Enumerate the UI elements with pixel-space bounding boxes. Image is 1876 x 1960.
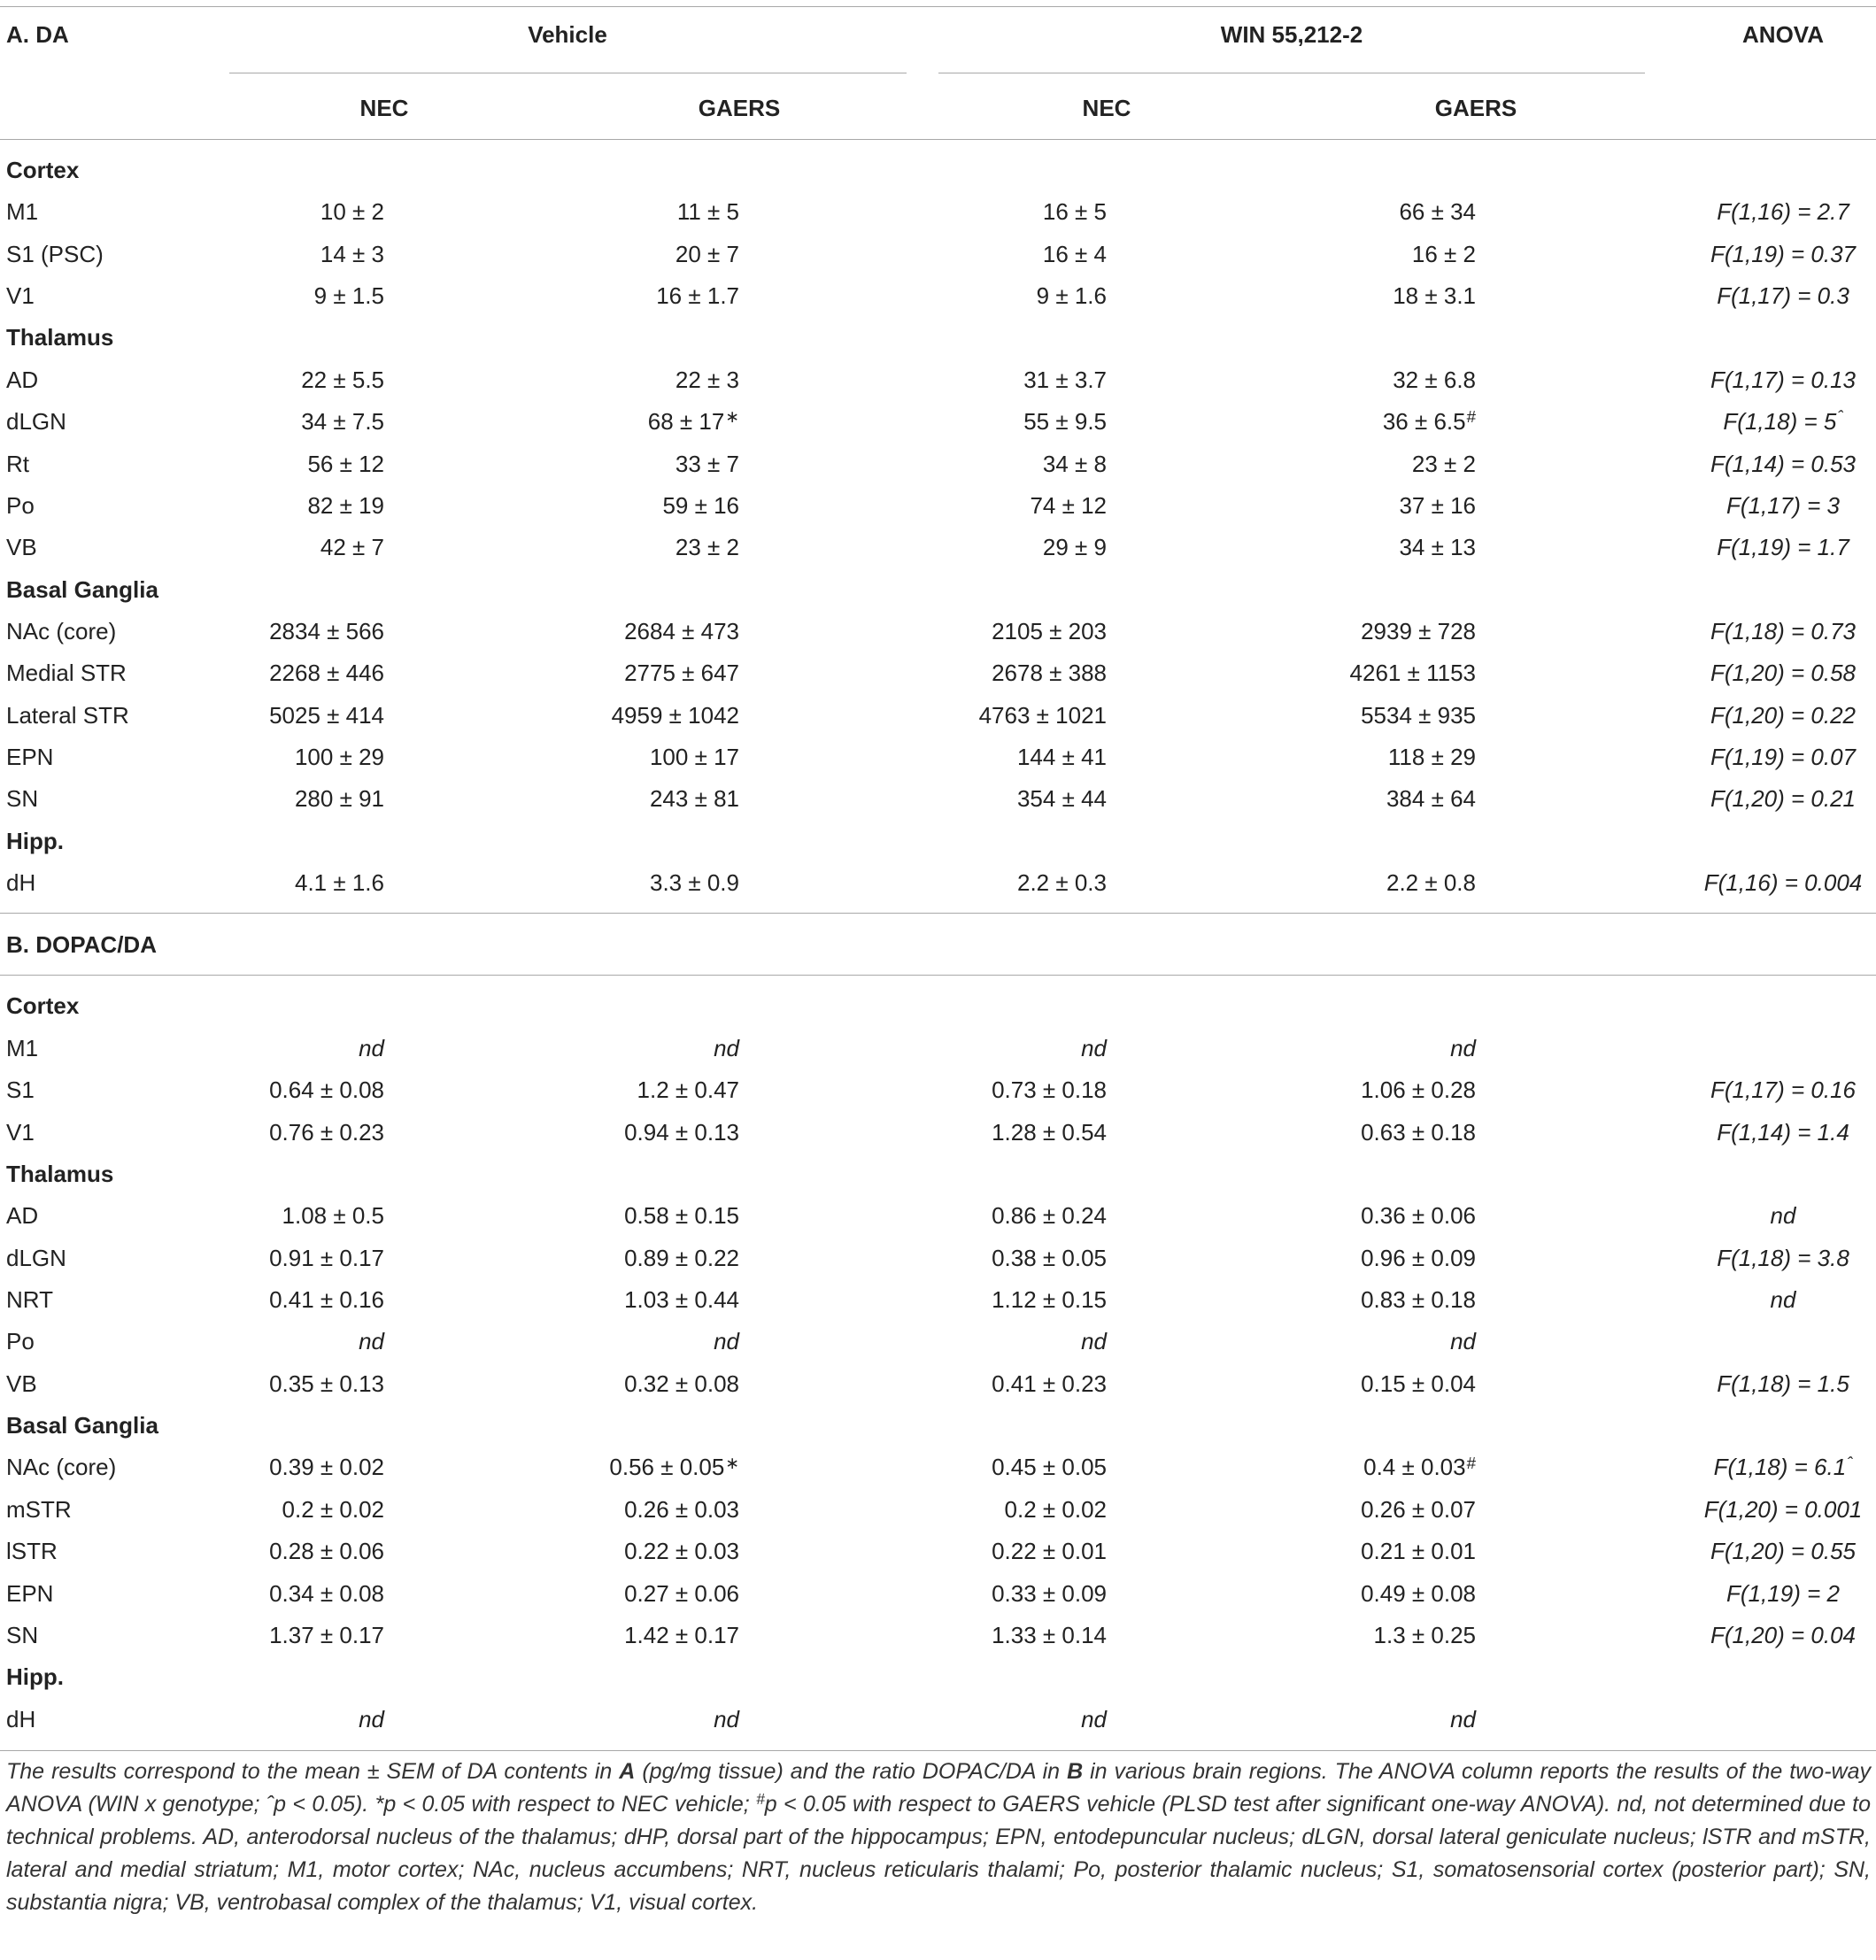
value-vehicle-nec: 1.08 ± 0.5 <box>282 1202 384 1230</box>
value-vehicle-nec: 82 ± 19 <box>307 491 384 519</box>
table-row <box>0 1112 1876 1154</box>
table-footnote <box>0 1756 1876 1919</box>
value-win-nec: 29 ± 9 <box>1042 534 1107 561</box>
table-row <box>0 1573 1876 1615</box>
value-win-nec: 0.2 ± 0.02 <box>1004 1495 1107 1523</box>
value-win-gaers: 66 ± 34 <box>1399 198 1476 226</box>
value-vehicle-gaers: 0.58 ± 0.15 <box>624 1202 739 1230</box>
value-vehicle-nec: 280 ± 91 <box>294 785 384 813</box>
region-label: mSTR <box>6 1495 72 1523</box>
win-nec-header: NEC <box>1082 95 1131 121</box>
value-vehicle-gaers: 243 ± 81 <box>649 785 739 813</box>
value-vehicle-gaers: nd <box>714 1705 739 1732</box>
value-win-nec: 9 ± 1.6 <box>1036 282 1107 310</box>
footnote-bold-a: A <box>619 1758 636 1784</box>
table-row <box>0 1195 1876 1237</box>
region-label: V1 <box>6 282 35 310</box>
value-win-gaers: 18 ± 3.1 <box>1393 282 1476 310</box>
region-label: NRT <box>6 1285 53 1313</box>
anova-value: F(1,14) = 1.4 <box>1717 1118 1849 1146</box>
value-win-nec: 354 ± 44 <box>1016 785 1107 813</box>
value-vehicle-nec: 5025 ± 414 <box>269 701 384 729</box>
value-win-nec: 55 ± 9.5 <box>1023 408 1107 436</box>
anova-value <box>1714 1447 1853 1490</box>
value-vehicle-nec: 0.35 ± 0.13 <box>269 1370 384 1397</box>
value-vehicle-nec: 10 ± 2 <box>320 198 384 226</box>
value-win-gaers: nd <box>1450 1328 1476 1355</box>
table-row <box>0 401 1876 443</box>
value-vehicle-nec: 0.76 ± 0.23 <box>269 1118 384 1146</box>
value-win-gaers: 0.49 ± 0.08 <box>1361 1579 1476 1607</box>
value-vehicle-nec: 34 ± 7.5 <box>301 408 384 436</box>
value-win-gaers-text: 0.4 ± 0.03 <box>1363 1454 1466 1481</box>
value-vehicle-gaers: nd <box>714 1034 739 1061</box>
value-win-gaers-mark: # <box>1466 407 1476 427</box>
group-header-row <box>0 985 1876 1027</box>
section-a-title: A. DA <box>6 21 69 48</box>
table-row <box>0 737 1876 778</box>
header-row-genotypes <box>0 73 1876 140</box>
value-win-nec: 16 ± 4 <box>1042 240 1107 267</box>
anova-value: nd <box>1770 1285 1796 1313</box>
value-vehicle-gaers: 0.89 ± 0.22 <box>624 1244 739 1271</box>
region-label: M1 <box>6 198 39 226</box>
value-win-gaers: 0.21 ± 0.01 <box>1361 1538 1476 1565</box>
value-vehicle-gaers-text: 0.56 ± 0.05 <box>609 1454 725 1481</box>
region-label: AD <box>6 1202 39 1230</box>
anova-value: F(1,18) = 1.5 <box>1717 1370 1849 1397</box>
vehicle-nec-header: NEC <box>359 95 409 121</box>
region-label: NAc (core) <box>6 1454 117 1481</box>
value-vehicle-gaers: 4959 ± 1042 <box>611 701 739 729</box>
group-header-row <box>0 1656 1876 1698</box>
value-win-gaers: 0.36 ± 0.06 <box>1361 1202 1476 1230</box>
region-label: Medial STR <box>6 660 127 687</box>
value-win-gaers <box>1363 1447 1476 1490</box>
anova-value: F(1,20) = 0.55 <box>1710 1538 1857 1565</box>
value-vehicle-nec: 4.1 ± 1.6 <box>294 869 384 897</box>
value-win-gaers: nd <box>1450 1705 1476 1732</box>
value-vehicle-gaers: 0.26 ± 0.03 <box>624 1495 739 1523</box>
win-group-header: WIN 55,212-2 <box>1220 21 1363 48</box>
anova-value: F(1,17) = 0.13 <box>1710 366 1857 393</box>
region-label: Po <box>6 1328 35 1355</box>
value-win-gaers: 0.63 ± 0.18 <box>1361 1118 1476 1146</box>
value-vehicle-gaers: 16 ± 1.7 <box>656 282 739 310</box>
anova-value: F(1,19) = 1.7 <box>1717 534 1849 561</box>
group-label: Thalamus <box>6 324 114 351</box>
region-label: VB <box>6 534 37 561</box>
group-label: Hipp. <box>6 1663 64 1691</box>
anova-value: F(1,16) = 2.7 <box>1717 198 1849 226</box>
anova-value-mark: ˆ <box>1847 1453 1853 1472</box>
anova-value: F(1,20) = 0.22 <box>1710 701 1857 729</box>
value-win-gaers: 1.06 ± 0.28 <box>1361 1076 1476 1104</box>
value-win-nec: nd <box>1081 1034 1107 1061</box>
value-vehicle-gaers: 2684 ± 473 <box>624 617 739 644</box>
value-win-gaers: 4261 ± 1153 <box>1349 660 1476 687</box>
table-row <box>0 359 1876 401</box>
table-row <box>0 1363 1876 1405</box>
footnote-part-1: The results correspond to the mean ± SEM of DA contents in <box>6 1758 620 1784</box>
value-win-nec: 0.38 ± 0.05 <box>992 1244 1107 1271</box>
table-row <box>0 1531 1876 1572</box>
region-label: V1 <box>6 1118 35 1146</box>
value-win-gaers: 37 ± 16 <box>1399 491 1476 519</box>
footnote-bold-b: B <box>1067 1758 1084 1784</box>
value-win-nec: 1.12 ± 0.15 <box>992 1285 1107 1313</box>
group-label: Thalamus <box>6 1160 114 1187</box>
value-vehicle-nec: 42 ± 7 <box>320 534 384 561</box>
anova-value <box>1723 401 1842 444</box>
anova-value-text: F(1,18) = 6.1 <box>1713 1454 1847 1481</box>
section-b-header-row <box>0 914 1876 976</box>
anova-value: F(1,16) = 0.004 <box>1703 869 1863 897</box>
region-label: Lateral STR <box>6 701 129 729</box>
group-header-row <box>0 569 1876 611</box>
group-label: Hipp. <box>6 827 64 854</box>
value-vehicle-nec: 22 ± 5.5 <box>301 366 384 393</box>
value-vehicle-gaers: 2775 ± 647 <box>624 660 739 687</box>
value-win-nec: 2105 ± 203 <box>992 617 1107 644</box>
section-b-body <box>0 976 1876 1750</box>
value-vehicle-gaers-mark: ∗ <box>725 1453 739 1472</box>
region-label: EPN <box>6 1579 54 1607</box>
region-label: Rt <box>6 450 29 477</box>
table-row <box>0 862 1876 904</box>
value-vehicle-nec: nd <box>359 1328 384 1355</box>
table-row <box>0 527 1876 568</box>
value-vehicle-nec: 14 ± 3 <box>320 240 384 267</box>
section-a-body <box>0 140 1876 914</box>
group-label: Cortex <box>6 157 80 183</box>
value-win-nec: 0.86 ± 0.24 <box>992 1202 1107 1230</box>
region-label: Po <box>6 491 35 519</box>
value-win-nec: 4763 ± 1021 <box>978 701 1107 729</box>
anova-value: F(1,19) = 0.07 <box>1710 744 1857 771</box>
value-vehicle-gaers: 1.2 ± 0.47 <box>637 1076 739 1104</box>
table-row <box>0 695 1876 737</box>
value-win-nec: 74 ± 12 <box>1030 491 1107 519</box>
value-win-nec: nd <box>1081 1705 1107 1732</box>
value-win-gaers-mark: # <box>1466 1453 1476 1472</box>
table-row <box>0 1028 1876 1069</box>
value-vehicle-gaers <box>648 401 739 444</box>
value-vehicle-nec: 1.37 ± 0.17 <box>269 1621 384 1648</box>
value-vehicle-gaers-mark: ∗ <box>725 407 739 427</box>
value-win-gaers: 0.96 ± 0.09 <box>1361 1244 1476 1271</box>
value-vehicle-gaers: nd <box>714 1328 739 1355</box>
win-gaers-header: GAERS <box>1434 95 1517 121</box>
value-vehicle-gaers: 33 ± 7 <box>675 450 739 477</box>
anova-value: F(1,17) = 0.3 <box>1717 282 1849 310</box>
table-row <box>0 1699 1876 1740</box>
anova-value: F(1,19) = 2 <box>1726 1579 1840 1607</box>
anova-value: F(1,20) = 0.001 <box>1703 1495 1863 1523</box>
table-row <box>0 778 1876 820</box>
region-label: dLGN <box>6 1244 66 1271</box>
anova-value-text: F(1,18) = 5 <box>1723 408 1837 436</box>
region-label: EPN <box>6 744 54 771</box>
region-label: VB <box>6 1370 37 1397</box>
table-row <box>0 1238 1876 1279</box>
value-vehicle-nec: 2834 ± 566 <box>269 617 384 644</box>
table-row <box>0 1489 1876 1531</box>
region-label: NAc (core) <box>6 617 117 644</box>
value-win-gaers: 384 ± 64 <box>1386 785 1476 813</box>
value-vehicle-gaers: 1.42 ± 0.17 <box>624 1621 739 1648</box>
value-win-gaers: 0.83 ± 0.18 <box>1361 1285 1476 1313</box>
table-row <box>0 191 1876 233</box>
value-win-gaers <box>1383 401 1476 444</box>
value-win-nec: 0.45 ± 0.05 <box>992 1454 1107 1481</box>
group-header-row <box>0 1405 1876 1447</box>
footnote-part-3: in various brain regions. The ANOVA column reports the results of the two-way ANOVA (WIN x genotype; ˆp < 0.05). *p < 0.05 with respect to NEC vehicle; <box>6 1758 1871 1817</box>
group-header-row <box>0 1154 1876 1195</box>
anova-value: F(1,20) = 0.21 <box>1710 785 1857 813</box>
value-vehicle-gaers: 1.03 ± 0.44 <box>624 1285 739 1313</box>
region-label: dLGN <box>6 408 66 436</box>
region-label: S1 <box>6 1076 35 1104</box>
value-vehicle-gaers: 59 ± 16 <box>662 491 739 519</box>
value-vehicle-gaers: 23 ± 2 <box>675 534 739 561</box>
table-row <box>0 611 1876 652</box>
value-vehicle-nec: 0.64 ± 0.08 <box>269 1076 384 1104</box>
value-vehicle-nec: 0.28 ± 0.06 <box>269 1538 384 1565</box>
value-vehicle-gaers: 0.32 ± 0.08 <box>624 1370 739 1397</box>
value-vehicle-nec: 9 ± 1.5 <box>313 282 384 310</box>
region-label: S1 (PSC) <box>6 240 104 267</box>
footnote-part-4: p < 0.05 with respect to GAERS vehicle (PLSD test after significant one-way ANOVA). nd, not determined due to technical problems. AD, anterodorsal nucleus of the thalamus; dHP, dorsal part of the hippocampus; EPN, entodepuncular nucleus; dLGN, dorsal lateral geniculate nucleus; lSTR and mSTR, lateral and medial striatum; M1, motor cortex; NAc, nucleus accumbens; NRT, nucleus reticularis thalami; Po, posterior thalamic nucleus; S1, somatosensorial cortex (posterior part); SN, substantia nigra; VB, ventrobasal complex of the thalamus; V1, visual cortex. <box>6 1791 1871 1915</box>
value-vehicle-nec: 0.34 ± 0.08 <box>269 1579 384 1607</box>
group-header-row <box>0 821 1876 862</box>
region-label: lSTR <box>6 1538 58 1565</box>
table-row <box>0 485 1876 527</box>
value-win-gaers: 23 ± 2 <box>1411 450 1476 477</box>
vehicle-group-header: Vehicle <box>528 21 607 48</box>
table-row <box>0 652 1876 694</box>
footnote-part-2: (pg/mg tissue) and the ratio DOPAC/DA in <box>635 1758 1068 1784</box>
table-row <box>0 1279 1876 1321</box>
region-label: M1 <box>6 1034 39 1061</box>
value-win-nec: 2678 ± 388 <box>992 660 1107 687</box>
anova-value: F(1,20) = 0.58 <box>1710 660 1857 687</box>
value-vehicle-gaers: 3.3 ± 0.9 <box>649 869 739 897</box>
region-label: SN <box>6 1621 39 1648</box>
value-win-nec: 1.28 ± 0.54 <box>992 1118 1107 1146</box>
value-vehicle-gaers: 0.27 ± 0.06 <box>624 1579 739 1607</box>
value-vehicle-nec: 0.39 ± 0.02 <box>269 1454 384 1481</box>
anova-value: F(1,14) = 0.53 <box>1710 450 1857 477</box>
value-win-gaers: 16 ± 2 <box>1411 240 1476 267</box>
value-win-gaers: 0.26 ± 0.07 <box>1361 1495 1476 1523</box>
value-win-nec: 0.41 ± 0.23 <box>992 1370 1107 1397</box>
value-win-nec: 2.2 ± 0.3 <box>1016 869 1107 897</box>
vehicle-gaers-header: GAERS <box>698 95 781 121</box>
value-vehicle-nec: nd <box>359 1034 384 1061</box>
value-win-nec: 0.33 ± 0.09 <box>992 1579 1107 1607</box>
table-row <box>0 1615 1876 1656</box>
region-label: dH <box>6 1705 36 1732</box>
value-win-nec: 144 ± 41 <box>1016 744 1107 771</box>
value-win-nec: nd <box>1081 1328 1107 1355</box>
anova-value: F(1,19) = 0.37 <box>1710 240 1857 267</box>
value-win-gaers: 2939 ± 728 <box>1361 617 1476 644</box>
anova-header: ANOVA <box>1742 21 1824 48</box>
table-row <box>0 444 1876 485</box>
anova-value: F(1,18) = 0.73 <box>1710 617 1857 644</box>
value-vehicle-gaers-text: 68 ± 17 <box>647 408 725 436</box>
value-win-gaers: 34 ± 13 <box>1399 534 1476 561</box>
group-label: Cortex <box>6 992 80 1020</box>
value-win-nec: 31 ± 3.7 <box>1023 366 1107 393</box>
anova-value: F(1,20) = 0.04 <box>1710 1621 1857 1648</box>
value-win-nec: 1.33 ± 0.14 <box>992 1621 1107 1648</box>
value-win-gaers: 118 ± 29 <box>1387 744 1476 771</box>
group-header-row <box>0 317 1876 359</box>
value-win-gaers: nd <box>1450 1034 1476 1061</box>
value-vehicle-nec: 0.41 ± 0.16 <box>269 1285 384 1313</box>
value-vehicle-nec: 2268 ± 446 <box>269 660 384 687</box>
value-win-gaers: 0.15 ± 0.04 <box>1361 1370 1476 1397</box>
value-win-gaers: 32 ± 6.8 <box>1393 366 1476 393</box>
anova-value: F(1,17) = 3 <box>1726 491 1840 519</box>
value-win-gaers: 1.3 ± 0.25 <box>1373 1621 1476 1648</box>
value-vehicle-gaers: 0.22 ± 0.03 <box>624 1538 739 1565</box>
table-row <box>0 234 1876 275</box>
value-win-nec: 16 ± 5 <box>1042 198 1107 226</box>
value-win-gaers-text: 36 ± 6.5 <box>1382 408 1466 436</box>
value-win-nec: 0.22 ± 0.01 <box>992 1538 1107 1565</box>
value-vehicle-gaers: 0.94 ± 0.13 <box>624 1118 739 1146</box>
section-b-title: B. DOPAC/DA <box>6 931 157 959</box>
value-vehicle-nec: 56 ± 12 <box>307 450 384 477</box>
region-label: dH <box>6 869 36 897</box>
table-row <box>0 1069 1876 1111</box>
anova-value: nd <box>1770 1202 1796 1230</box>
footnote-hash-mark: # <box>756 1790 765 1809</box>
table-row <box>0 1447 1876 1488</box>
value-vehicle-nec: 0.91 ± 0.17 <box>269 1244 384 1271</box>
anova-value-mark: ˆ <box>1837 407 1843 427</box>
region-label: AD <box>6 366 39 393</box>
table-row <box>0 1321 1876 1362</box>
value-vehicle-gaers: 22 ± 3 <box>675 366 739 393</box>
group-header-row <box>0 150 1876 191</box>
group-label: Basal Ganglia <box>6 575 158 603</box>
value-vehicle-gaers <box>609 1447 739 1490</box>
value-win-gaers: 2.2 ± 0.8 <box>1386 869 1476 897</box>
anova-value: F(1,18) = 3.8 <box>1717 1244 1849 1271</box>
table-row <box>0 275 1876 317</box>
value-vehicle-gaers: 11 ± 5 <box>676 198 739 226</box>
header-row-groups <box>0 7 1876 73</box>
region-label: SN <box>6 785 39 813</box>
value-vehicle-gaers: 20 ± 7 <box>675 240 739 267</box>
value-vehicle-nec: nd <box>359 1705 384 1732</box>
value-win-nec: 34 ± 8 <box>1042 450 1107 477</box>
anova-value: F(1,17) = 0.16 <box>1710 1076 1857 1104</box>
group-label: Basal Ganglia <box>6 1412 158 1439</box>
value-vehicle-nec: 100 ± 29 <box>294 744 384 771</box>
value-win-gaers: 5534 ± 935 <box>1361 701 1476 729</box>
value-vehicle-gaers: 100 ± 17 <box>649 744 739 771</box>
value-vehicle-nec: 0.2 ± 0.02 <box>282 1495 384 1523</box>
value-win-nec: 0.73 ± 0.18 <box>992 1076 1107 1104</box>
